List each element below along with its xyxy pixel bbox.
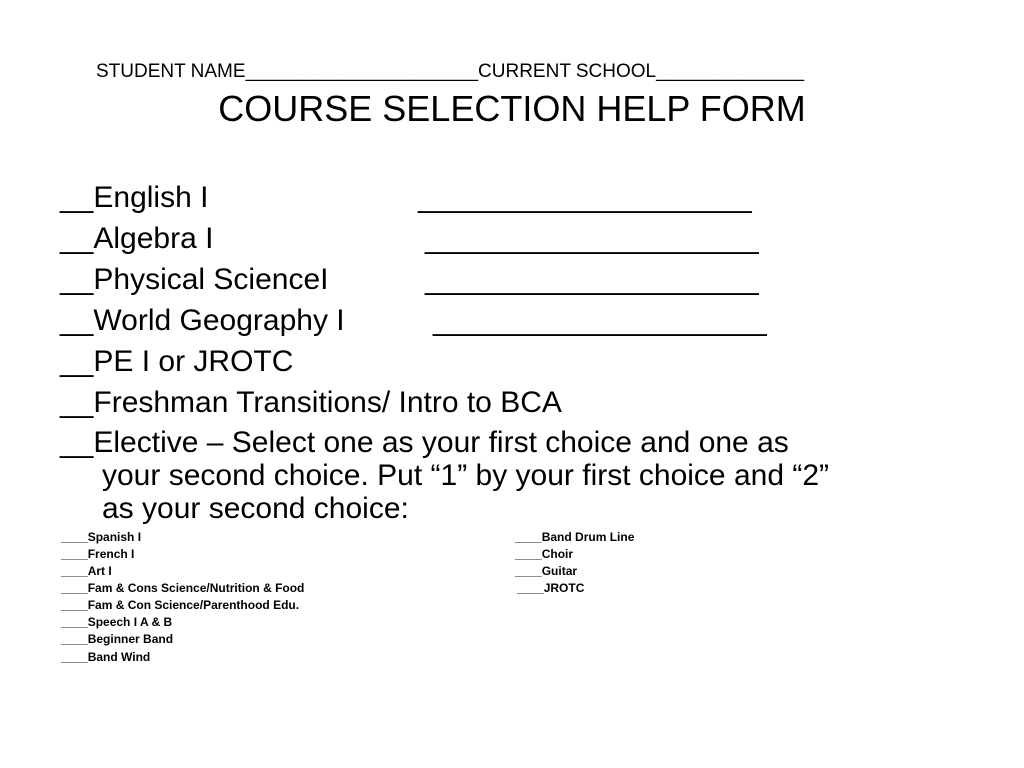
elective-option-fcs-nutrition: ____Fam & Cons Science/Nutrition & Food	[61, 581, 305, 595]
course-label: PE I or JROTC	[93, 345, 294, 378]
course-label: Algebra I	[93, 222, 214, 255]
elective-line-1: __Elective – Select one as your first choice and one as	[60, 426, 789, 459]
elective-option-fcs-parenthood: ____Fam & Con Science/Parenthood Edu.	[61, 598, 300, 612]
course-teacher-field-algebra[interactable]: ____________________	[425, 222, 759, 255]
current-school-field[interactable]: ______________	[656, 61, 805, 82]
course-row-world-geography	[60, 303, 345, 339]
course-row-english	[60, 180, 208, 216]
elective-option-band-wind: ____Band Wind	[61, 650, 151, 664]
course-checkbox[interactable]: __	[60, 181, 94, 214]
course-checkbox[interactable]: __	[60, 345, 94, 378]
elective-option-art: ____Art I	[61, 564, 112, 578]
option-blank[interactable]: ____	[61, 615, 88, 629]
option-blank[interactable]: ____	[515, 547, 542, 561]
elective-option-speech: ____Speech I A & B	[61, 615, 173, 629]
option-blank[interactable]: ____	[61, 581, 88, 595]
course-row-pe-jrotc	[60, 344, 293, 380]
course-label: Physical ScienceI	[93, 263, 329, 296]
option-blank[interactable]: ____	[61, 598, 88, 612]
elective-option-band-drum-line: ____Band Drum Line	[515, 530, 635, 544]
student-name-field[interactable]: ______________________	[245, 61, 479, 82]
course-row-freshman-transitions	[60, 385, 562, 421]
course-row-algebra	[60, 221, 213, 257]
option-blank[interactable]: ____	[515, 564, 542, 578]
course-teacher-field-world-geography[interactable]: ____________________	[433, 304, 767, 337]
page-title: COURSE SELECTION HELP FORM	[218, 88, 806, 129]
elective-option-jrotc: ____JROTC	[517, 581, 585, 595]
student-info-line	[96, 61, 804, 83]
option-blank[interactable]: ____	[517, 581, 544, 595]
course-teacher-field-english[interactable]: ____________________	[418, 181, 752, 214]
elective-option-beginner-band: ____Beginner Band	[61, 632, 174, 646]
option-blank[interactable]: ____	[61, 547, 88, 561]
student-name-label: STUDENT NAME	[96, 61, 246, 82]
course-label: World Geography I	[93, 304, 345, 337]
course-label: Freshman Transitions/ Intro to BCA	[93, 386, 562, 419]
elective-line-3: as your second choice:	[102, 492, 409, 525]
elective-line-2: your second choice. Put “1” by your first choice and “2”	[102, 459, 830, 492]
course-label: English I	[93, 181, 209, 214]
course-row-physical-science	[60, 262, 328, 298]
option-blank[interactable]: ____	[515, 530, 542, 544]
course-teacher-field-physical-science[interactable]: ____________________	[425, 263, 759, 296]
elective-option-guitar: ____Guitar	[515, 564, 578, 578]
elective-option-choir: ____Choir	[515, 547, 574, 561]
elective-instructions	[60, 426, 960, 525]
elective-option-french: ____French I	[61, 547, 135, 561]
option-blank[interactable]: ____	[61, 650, 88, 664]
course-checkbox[interactable]: __	[60, 222, 94, 255]
current-school-label: CURRENT SCHOOL	[478, 61, 657, 82]
option-blank[interactable]: ____	[61, 530, 88, 544]
course-checkbox[interactable]: __	[60, 304, 94, 337]
elective-option-spanish: ____Spanish I	[61, 530, 142, 544]
course-checkbox[interactable]: __	[60, 426, 94, 459]
option-blank[interactable]: ____	[61, 564, 88, 578]
course-checkbox[interactable]: __	[60, 386, 94, 419]
course-checkbox[interactable]: __	[60, 263, 94, 296]
option-blank[interactable]: ____	[61, 632, 88, 646]
